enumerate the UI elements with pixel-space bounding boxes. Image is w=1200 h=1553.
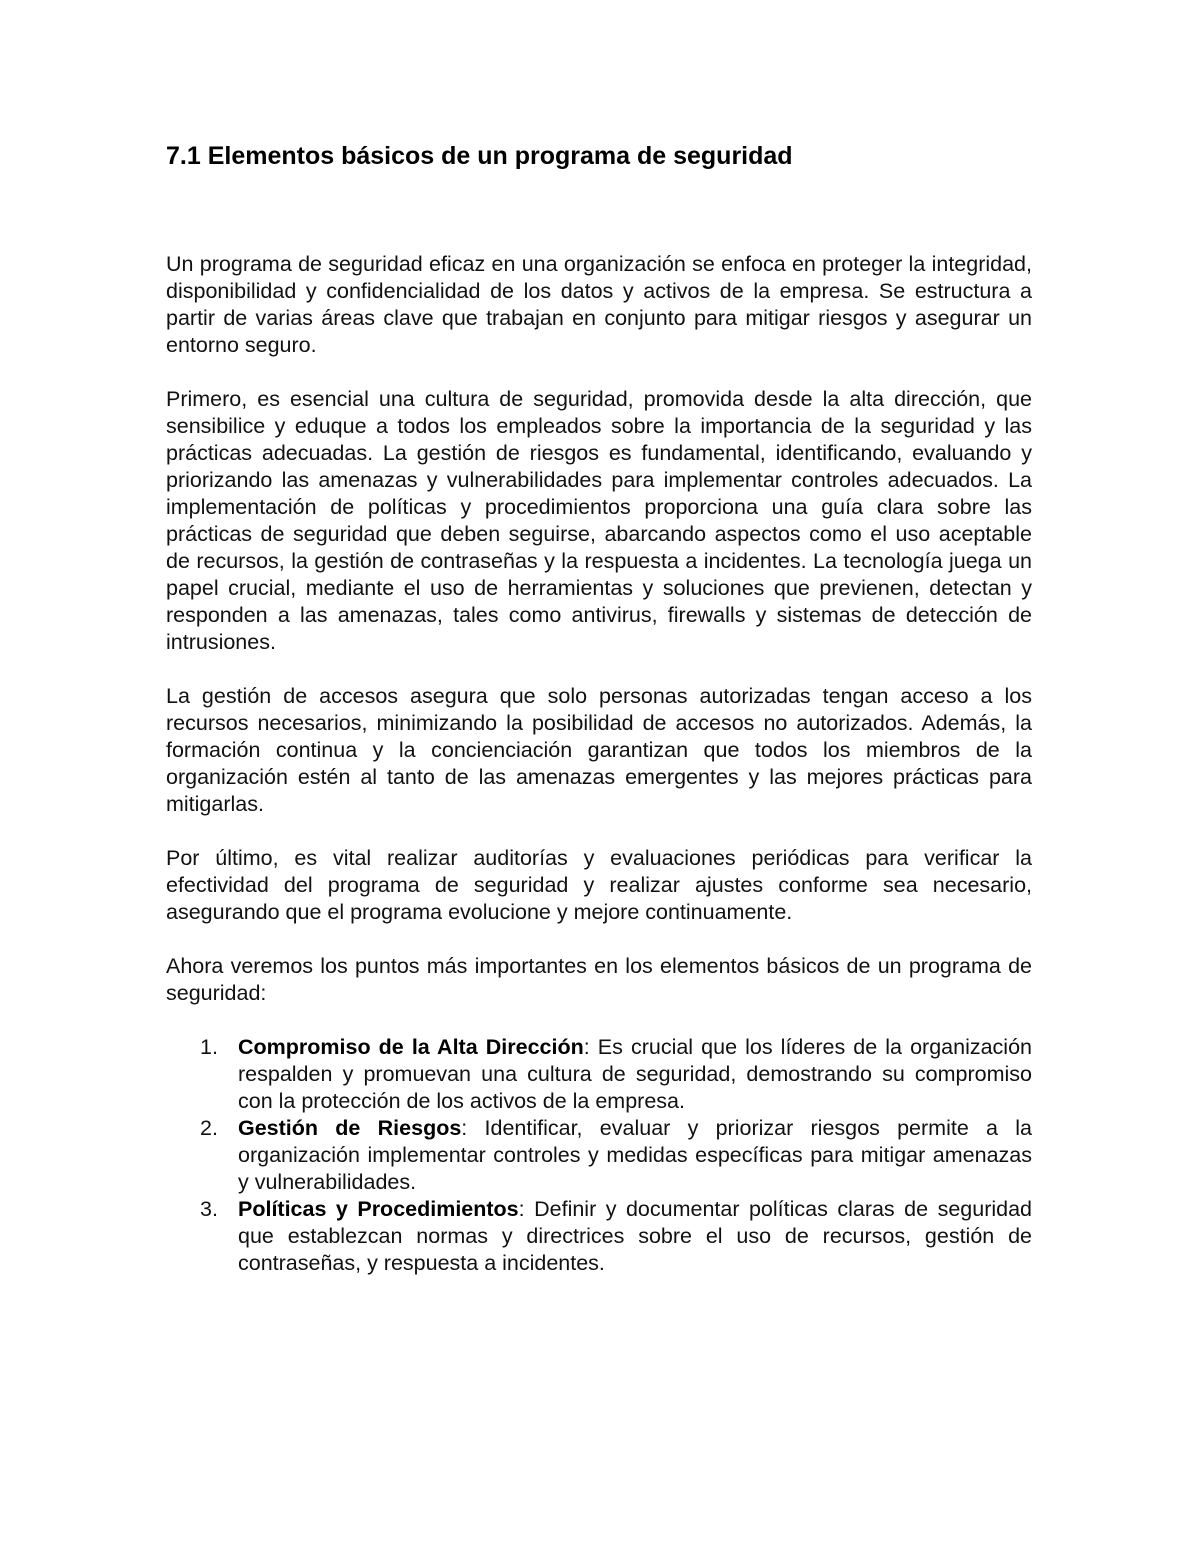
list-intro-paragraph: Ahora veremos los puntos más importantes en los elementos básicos de un programa de seguridad: [166, 954, 1032, 1005]
list-item [166, 1196, 1032, 1277]
list-item-text: : Definir y documentar políticas claras de seguridad que establezcan normas y directrices sobre el uso de recursos, gestión de contraseñas, y respuesta a incidentes. [238, 1197, 1032, 1275]
key-elements-list [166, 1034, 1032, 1277]
list-item-number: 1. [200, 1035, 218, 1059]
intro-paragraph: Un programa de seguridad eficaz en una organización se enfoca en proteger la integridad, disponibilidad y confidencialidad de los datos y activos de la empresa. Se estructura a partir de varias áreas clave que trabajan en conjunto para mitigar riesgos y asegurar un entorno seguro. [166, 252, 1032, 357]
list-item-text: : Identificar, evaluar y priorizar riesgos permite a la organización implementar controles y medidas específicas para mitigar amenazas y vulnerabilidades. [238, 1116, 1032, 1194]
list-item-text: : Es crucial que los líderes de la organización respalden y promuevan una cultura de seguridad, demostrando su compromiso con la protección de los activos de la empresa. [238, 1035, 1032, 1113]
list-item-term: Compromiso de la Alta Dirección [238, 1035, 584, 1059]
list-item-term: Políticas y Procedimientos [238, 1197, 519, 1221]
audit-paragraph: Por último, es vital realizar auditorías y evaluaciones periódicas para verificar la efectividad del programa de seguridad y realizar ajustes conforme sea necesario, asegurando que el programa evolucione y mejore continuamente. [166, 846, 1032, 924]
list-item [166, 1115, 1032, 1196]
document-page [166, 138, 1032, 1277]
list-item-term: Gestión de Riesgos [238, 1116, 462, 1140]
access-paragraph: La gestión de accesos asegura que solo personas autorizadas tengan acceso a los recursos necesarios, minimizando la posibilidad de accesos no autorizados. Además, la formación continua y la concienciación garantizan que todos los miembros de la organización estén al tanto de las amenazas emergentes y las mejores prácticas para mitigarlas. [166, 684, 1032, 816]
list-item-number: 3. [200, 1197, 218, 1221]
culture-paragraph: Primero, es esencial una cultura de seguridad, promovida desde la alta dirección, que sensibilice y eduque a todos los empleados sobre la importancia de la seguridad y las prácticas adecuadas. La gestión de riesgos es fundamental, identificando, evaluando y priorizando las amenazas y vulnerabilidades para implementar controles adecuados. La implementación de políticas y procedimientos proporciona una guía clara sobre las prácticas de seguridad que deben seguirse, abarcando aspectos como el uso aceptable de recursos, la gestión de contraseñas y la respuesta a incidentes. La tecnología juega un papel crucial, mediante el uso de herramientas y soluciones que previenen, detectan y responden a las amenazas, tales como antivirus, firewalls y sistemas de detección de intrusiones. [166, 387, 1032, 654]
section-heading: 7.1 Elementos básicos de un programa de seguridad [166, 142, 793, 170]
list-item-number: 2. [200, 1116, 218, 1140]
list-item [166, 1034, 1032, 1115]
